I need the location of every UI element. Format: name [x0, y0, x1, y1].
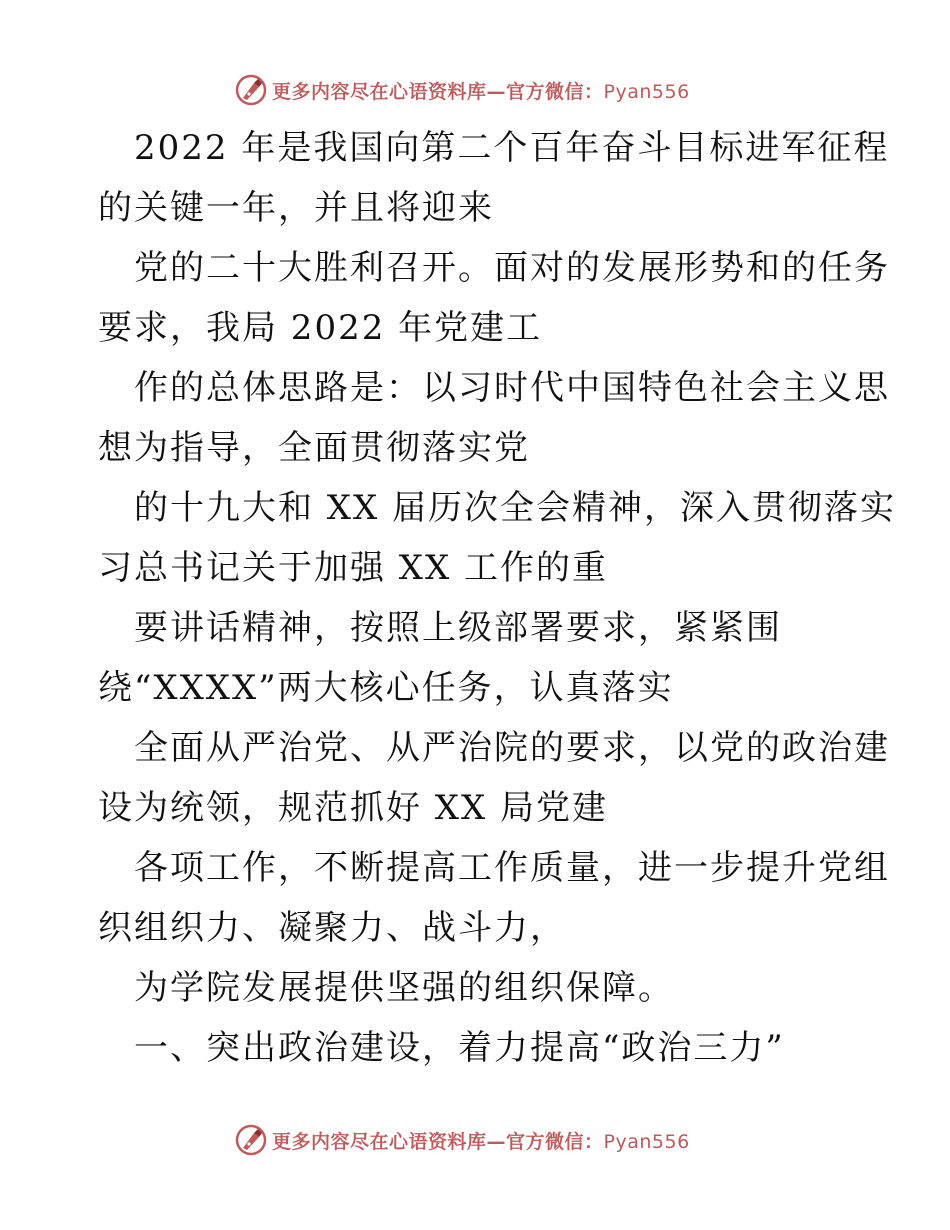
watermark-text-id: Pyan556	[603, 80, 690, 103]
document-body	[98, 118, 897, 1078]
text-line: 党的二十大胜利召开。面对的发展形势和的任务	[134, 248, 890, 288]
text-line: 绕“XXXX”两大核心任务，认真落实	[98, 668, 674, 708]
text-line: 设为统领，规范抓好 XX 局党建	[98, 788, 609, 828]
text-line: 作的总体思路是：以习时代中国特色社会主义思	[134, 368, 890, 408]
text-line: 的十九大和 XX 届历次全会精神，深入贯彻落实	[134, 488, 897, 528]
text-line: 要求，我局 2022 年党建工	[98, 308, 543, 348]
text-line: 要讲话精神，按照上级部署要求，紧紧围	[134, 608, 782, 648]
section-heading: 一、突出政治建设，着力提高“政治三力”	[134, 1028, 785, 1068]
pen-nib-logo-icon	[234, 1123, 268, 1157]
text-line: 织组织力、凝聚力、战斗力，	[98, 908, 566, 948]
watermark-text	[272, 77, 690, 104]
watermark-text-id: Pyan556	[603, 1130, 690, 1153]
text-line: 为学院发展提供坚强的组织保障。	[134, 968, 674, 1008]
watermark-text-cn: 更多内容尽在心语资料库—官方微信：	[272, 1130, 604, 1153]
pen-nib-logo-icon	[234, 73, 268, 107]
footer-watermark	[234, 1122, 690, 1158]
text-line: 习总书记关于加强 XX 工作的重	[98, 548, 609, 588]
text-line: 全面从严治党、从严治院的要求，以党的政治建	[134, 728, 890, 768]
text-line: 2022 年是我国向第二个百年奋斗目标进军征程	[134, 128, 890, 168]
text-line: 的关键一年，并且将迎来	[98, 188, 494, 228]
watermark-text-cn: 更多内容尽在心语资料库—官方微信：	[272, 80, 604, 103]
text-line: 想为指导，全面贯彻落实党	[98, 428, 530, 468]
watermark-text	[272, 1127, 690, 1154]
header-watermark	[234, 72, 690, 108]
text-line: 各项工作，不断提高工作质量，进一步提升党组	[134, 848, 890, 888]
